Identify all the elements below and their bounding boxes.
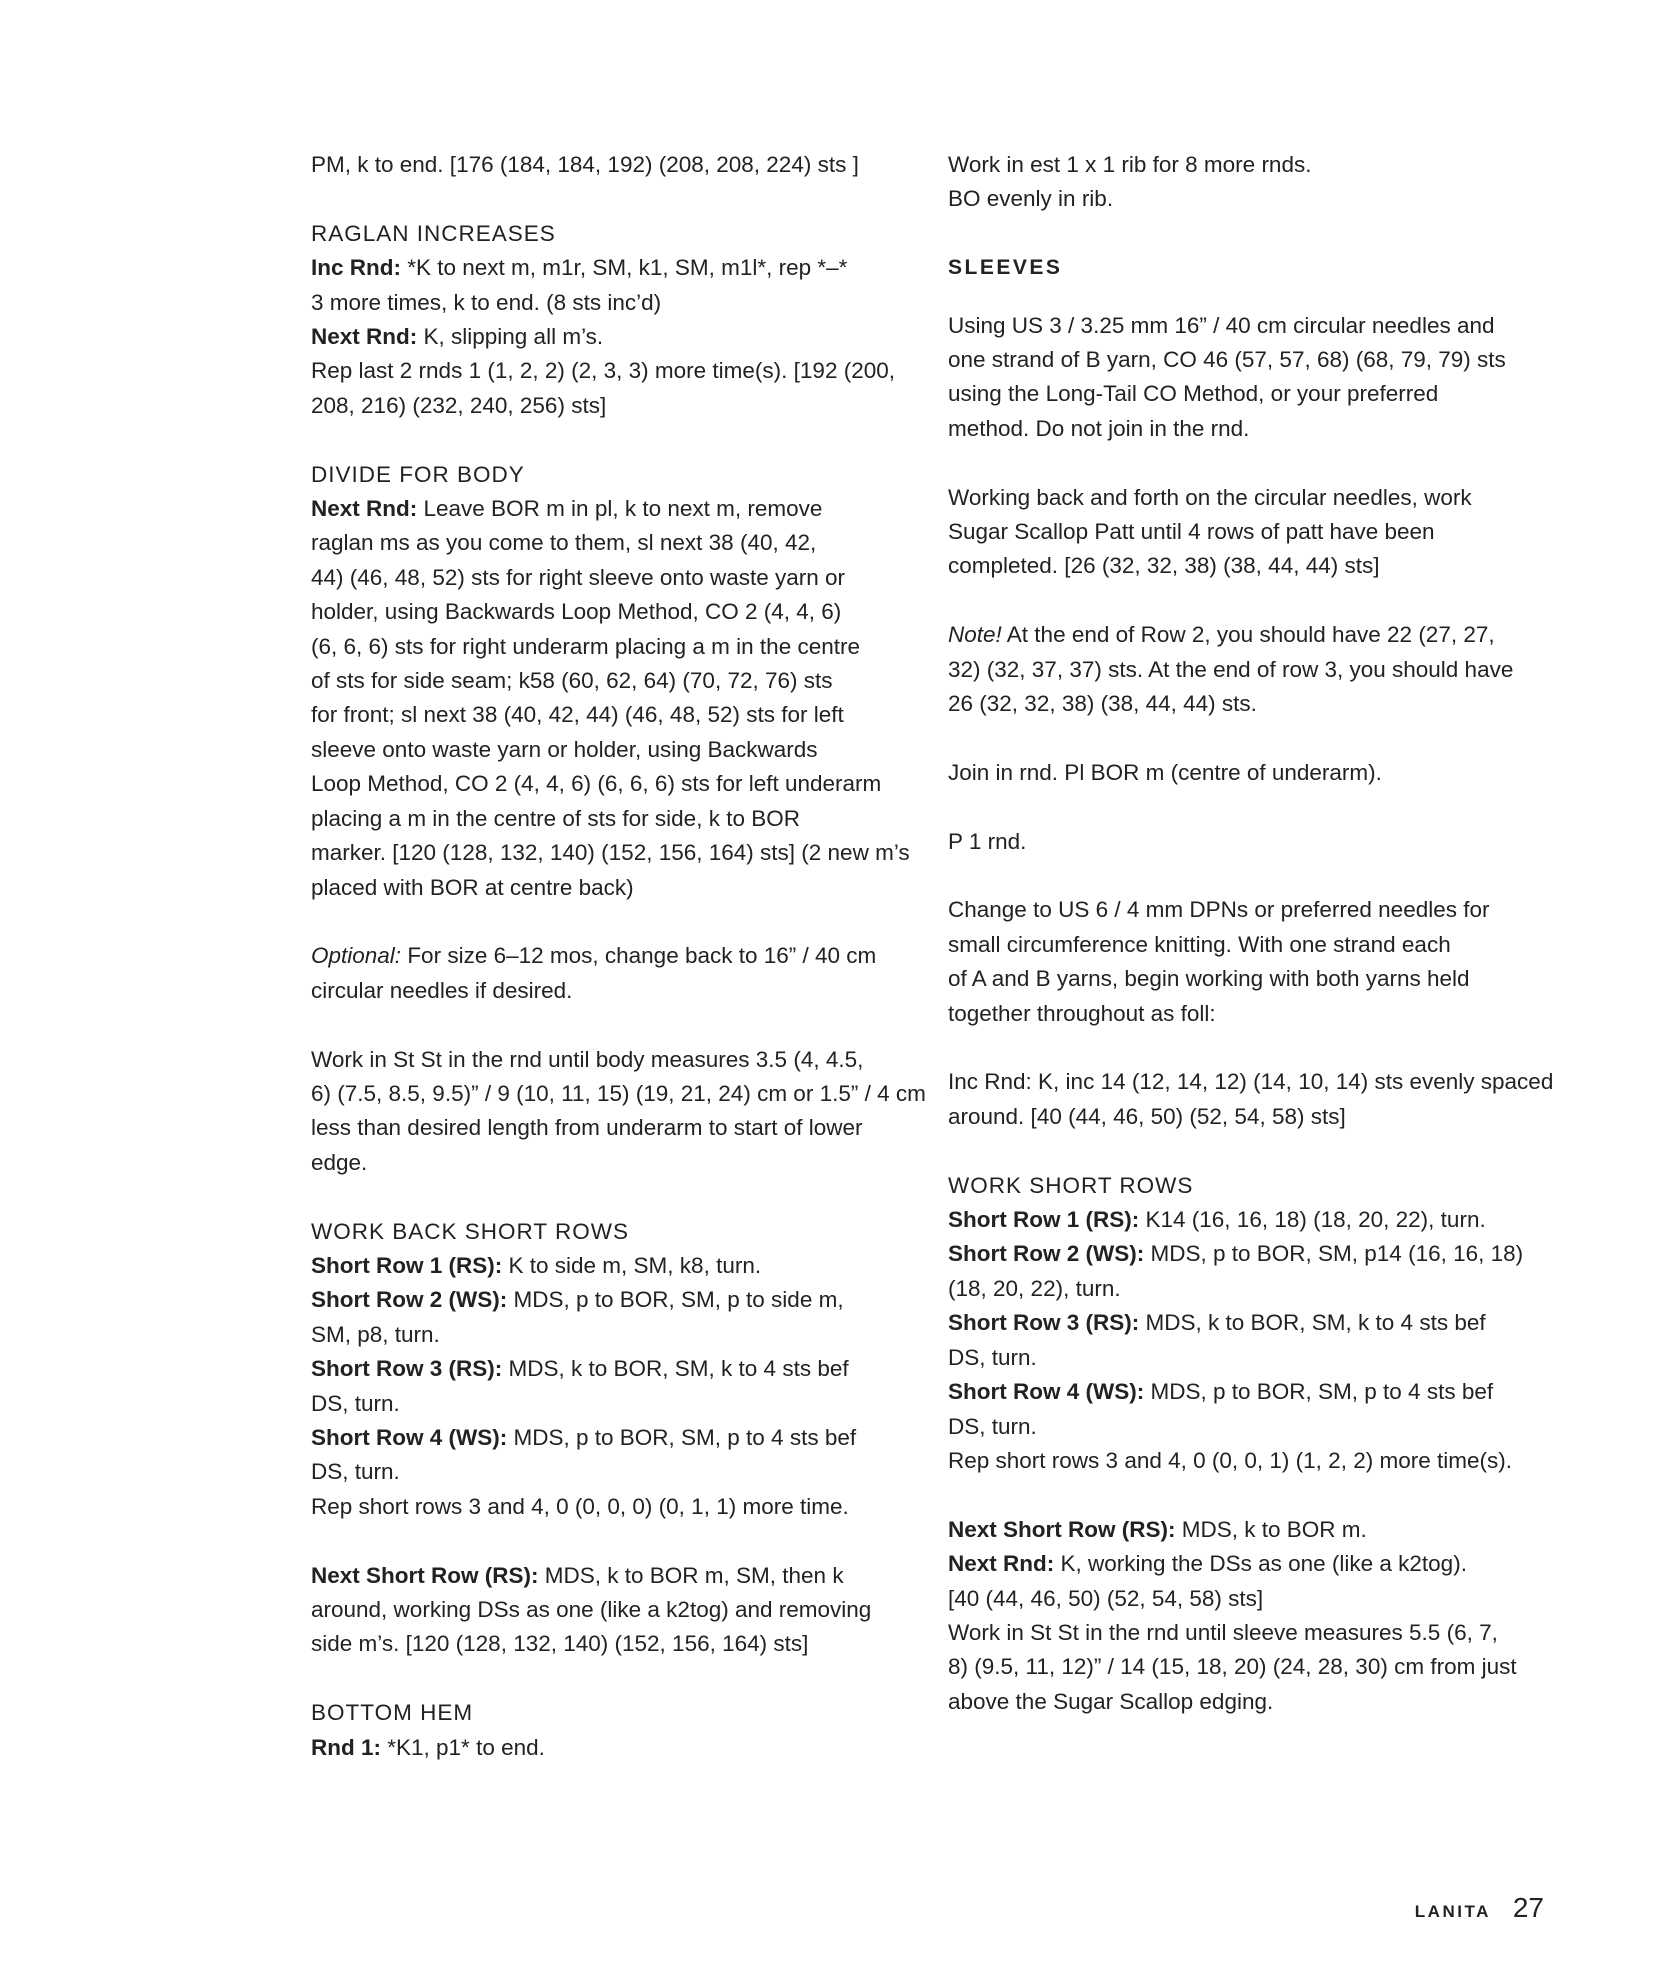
body-text: of sts for side seam; k58 (60, 62, 64) (70, 72, 76) sts: [311, 668, 833, 694]
instruction-divide-next-rnd: [311, 492, 917, 526]
body-text: Join in rnd. Pl BOR m (centre of underarm).: [948, 759, 1382, 785]
body-text: raglan ms as you come to them, sl next 38 (40, 42,: [311, 530, 817, 556]
instruction-text: MDS, k to BOR m.: [1175, 1516, 1367, 1542]
instruction-label: Rnd 1:: [311, 1734, 381, 1760]
instruction-label: Short Row 2 (WS):: [311, 1287, 508, 1313]
instruction-next-short-row: [948, 1513, 1553, 1547]
body-text: around, working DSs as one (like a k2tog) and removing: [311, 1596, 872, 1622]
instruction-next-rnd: [311, 320, 917, 354]
instruction-short-row-1: [311, 1249, 917, 1283]
note-label: Note!: [948, 622, 1002, 648]
body-text: Loop Method, CO 2 (4, 4, 6) (6, 6, 6) sts for left underarm: [311, 771, 882, 797]
left-column: [311, 148, 926, 1765]
instruction-text: *K1, p1* to end.: [381, 1734, 545, 1760]
body-text: sleeve onto waste yarn or holder, using Backwards: [311, 736, 818, 762]
instruction-text: MDS, k to BOR, SM, k to 4 sts bef: [1139, 1310, 1486, 1336]
body-text: side m’s. [120 (128, 132, 140) (152, 156, 164) sts]: [311, 1631, 809, 1657]
body-text: 32) (32, 37, 37) sts. At the end of row 3, you should have: [948, 656, 1514, 682]
instruction-inc-rnd: [311, 251, 917, 285]
body-text: Sugar Scallop Patt until 4 rows of patt have been: [948, 519, 1435, 545]
instruction-label: Short Row 3 (RS):: [311, 1356, 503, 1382]
optional-label: Optional:: [311, 943, 402, 969]
body-text: around. [40 (44, 46, 50) (52, 54, 58) sts]: [948, 1103, 1346, 1129]
section-heading-work-short-rows: WORK SHORT ROWS: [948, 1172, 1194, 1198]
body-text: circular needles if desired.: [311, 977, 573, 1003]
instruction-short-row-4: [311, 1421, 917, 1455]
section-heading-work-back-short-rows: WORK BACK SHORT ROWS: [311, 1218, 629, 1244]
instruction-label: Next Short Row (RS):: [311, 1562, 539, 1588]
instruction-text: MDS, k to BOR m, SM, then k: [538, 1562, 844, 1588]
body-text: using the Long-Tail CO Method, or your preferred: [948, 381, 1439, 407]
instruction-label: Short Row 2 (WS):: [948, 1241, 1145, 1267]
note: [948, 618, 1553, 652]
optional-text: For size 6–12 mos, change back to 16” / 40 cm: [401, 943, 877, 969]
body-text: one strand of B yarn, CO 46 (57, 57, 68) (68, 79, 79) sts: [948, 347, 1506, 373]
instruction-short-row-2: [948, 1237, 1553, 1271]
body-text: 208, 216) (232, 240, 256) sts]: [311, 392, 607, 418]
instruction-text: K14 (16, 16, 18) (18, 20, 22), turn.: [1139, 1207, 1486, 1233]
body-text: 8) (9.5, 11, 12)” / 14 (15, 18, 20) (24, 28, 30) cm from just: [948, 1654, 1517, 1680]
body-text: placing a m in the centre of sts for side, k to BOR: [311, 805, 800, 831]
body-text: Working back and forth on the circular needles, work: [948, 484, 1472, 510]
instruction-label: Next Short Row (RS):: [948, 1516, 1176, 1542]
body-text: method. Do not join in the rnd.: [948, 415, 1250, 441]
note-text: At the end of Row 2, you should have 22 (27, 27,: [1001, 622, 1495, 648]
body-text: for front; sl next 38 (40, 42, 44) (46, 48, 52) sts for left: [311, 702, 844, 728]
body-text: 26 (32, 32, 38) (38, 44, 44) sts.: [948, 691, 1257, 717]
body-text: holder, using Backwards Loop Method, CO 2 (4, 4, 6): [311, 599, 842, 625]
body-text: SM, p8, turn.: [311, 1321, 440, 1347]
body-text: DS, turn.: [311, 1459, 400, 1485]
body-text: Rep short rows 3 and 4, 0 (0, 0, 0) (0, 1, 1) more time.: [311, 1493, 849, 1519]
body-text: small circumference knitting. With one strand each: [948, 931, 1451, 957]
section-heading-divide-for-body: DIVIDE FOR BODY: [311, 461, 525, 487]
instruction-short-row-3: [948, 1306, 1553, 1340]
body-text: 3 more times, k to end. (8 sts inc’d): [311, 289, 662, 315]
body-text: DS, turn.: [311, 1390, 400, 1416]
instruction-label: Short Row 1 (RS):: [948, 1207, 1140, 1233]
body-text: Rep short rows 3 and 4, 0 (0, 0, 1) (1, 2, 2) more time(s).: [948, 1447, 1512, 1473]
body-text: Change to US 6 / 4 mm DPNs or preferred needles for: [948, 897, 1490, 923]
instruction-label: Short Row 4 (WS):: [311, 1424, 508, 1450]
body-text: marker. [120 (128, 132, 140) (152, 156, 164) sts] (2 new m’s: [311, 840, 910, 866]
body-text: DS, turn.: [948, 1344, 1037, 1370]
instruction-text: Leave BOR m in pl, k to next m, remove: [417, 496, 823, 522]
instruction-next-short-row: [311, 1559, 917, 1593]
section-heading-sleeves: SLEEVES: [948, 256, 1063, 280]
body-text: (6, 6, 6) sts for right underarm placing a m in the centre: [311, 633, 860, 659]
instruction-short-row-3: [311, 1352, 917, 1386]
instruction-label: Short Row 3 (RS):: [948, 1310, 1140, 1336]
body-text: 44) (46, 48, 52) sts for right sleeve onto waste yarn or: [311, 564, 846, 590]
instruction-text: *K to next m, m1r, SM, k1, SM, m1l*, rep *–*: [401, 255, 848, 281]
body-text: above the Sugar Scallop edging.: [948, 1688, 1274, 1714]
body-text: Work in St St in the rnd until body measures 3.5 (4, 4.5,: [311, 1046, 864, 1072]
instruction-label: Inc Rnd:: [311, 255, 401, 281]
instruction-text: MDS, p to BOR, SM, p to 4 sts bef: [1144, 1379, 1494, 1405]
instruction-label: Short Row 4 (WS):: [948, 1379, 1145, 1405]
instruction-label: Next Rnd:: [948, 1551, 1055, 1577]
instruction-text: K, working the DSs as one (like a k2tog).: [1054, 1551, 1467, 1577]
instruction-text: K, slipping all m’s.: [417, 324, 604, 350]
body-text: less than desired length from underarm to start of lower: [311, 1115, 863, 1141]
body-text: 6) (7.5, 8.5, 9.5)” / 9 (10, 11, 15) (19, 21, 24) cm or 1.5” / 4 cm: [311, 1080, 926, 1106]
body-text: together throughout as foll:: [948, 1000, 1216, 1026]
instruction-short-row-4: [948, 1375, 1553, 1409]
brand-name: LANITA: [1414, 1902, 1491, 1921]
body-text: PM, k to end. [176 (184, 184, 192) (208, 208, 224) sts ]: [311, 152, 859, 177]
instruction-short-row-1: [948, 1203, 1553, 1237]
page-footer: [1415, 1892, 1544, 1924]
body-text: Rep last 2 rnds 1 (1, 2, 2) (2, 3, 3) more time(s). [192 (200,: [311, 358, 895, 384]
body-text: Inc Rnd: K, inc 14 (12, 14, 12) (14, 10, 14) sts evenly spaced: [948, 1069, 1554, 1095]
instruction-text: K to side m, SM, k8, turn.: [502, 1252, 762, 1278]
body-text: Using US 3 / 3.25 mm 16” / 40 cm circular needles and: [948, 312, 1495, 338]
instruction-label: Next Rnd:: [311, 496, 418, 522]
instruction-text: MDS, p to BOR, SM, p14 (16, 16, 18): [1144, 1241, 1524, 1267]
section-heading-raglan-increases: RAGLAN INCREASES: [311, 220, 556, 246]
instruction-text: MDS, p to BOR, SM, p to 4 sts bef: [507, 1424, 857, 1450]
optional-note: [311, 939, 917, 973]
body-text: (18, 20, 22), turn.: [948, 1275, 1121, 1301]
instruction-text: MDS, k to BOR, SM, k to 4 sts bef: [502, 1356, 849, 1382]
page-number: 27: [1512, 1892, 1544, 1923]
instruction-short-row-2: [311, 1283, 917, 1317]
body-text: Work in est 1 x 1 rib for 8 more rnds.: [948, 152, 1312, 177]
body-text: [40 (44, 46, 50) (52, 54, 58) sts]: [948, 1585, 1264, 1611]
body-text: edge.: [311, 1149, 368, 1175]
section-heading-bottom-hem: BOTTOM HEM: [311, 1700, 474, 1726]
instruction-next-rnd: [948, 1547, 1553, 1581]
body-text: Work in St St in the rnd until sleeve measures 5.5 (6, 7,: [948, 1619, 1498, 1645]
instruction-label: Short Row 1 (RS):: [311, 1252, 503, 1278]
right-column: [948, 148, 1553, 1719]
instruction-text: MDS, p to BOR, SM, p to side m,: [507, 1287, 844, 1313]
instruction-label: Next Rnd:: [311, 324, 418, 350]
body-text: P 1 rnd.: [948, 828, 1027, 854]
body-text: BO evenly in rib.: [948, 186, 1114, 212]
body-text: of A and B yarns, begin working with both yarns held: [948, 966, 1470, 992]
body-text: completed. [26 (32, 32, 38) (38, 44, 44) sts]: [948, 553, 1380, 579]
body-text: DS, turn.: [948, 1413, 1037, 1439]
body-text: placed with BOR at centre back): [311, 874, 634, 900]
instruction-rnd-1: [311, 1731, 917, 1765]
